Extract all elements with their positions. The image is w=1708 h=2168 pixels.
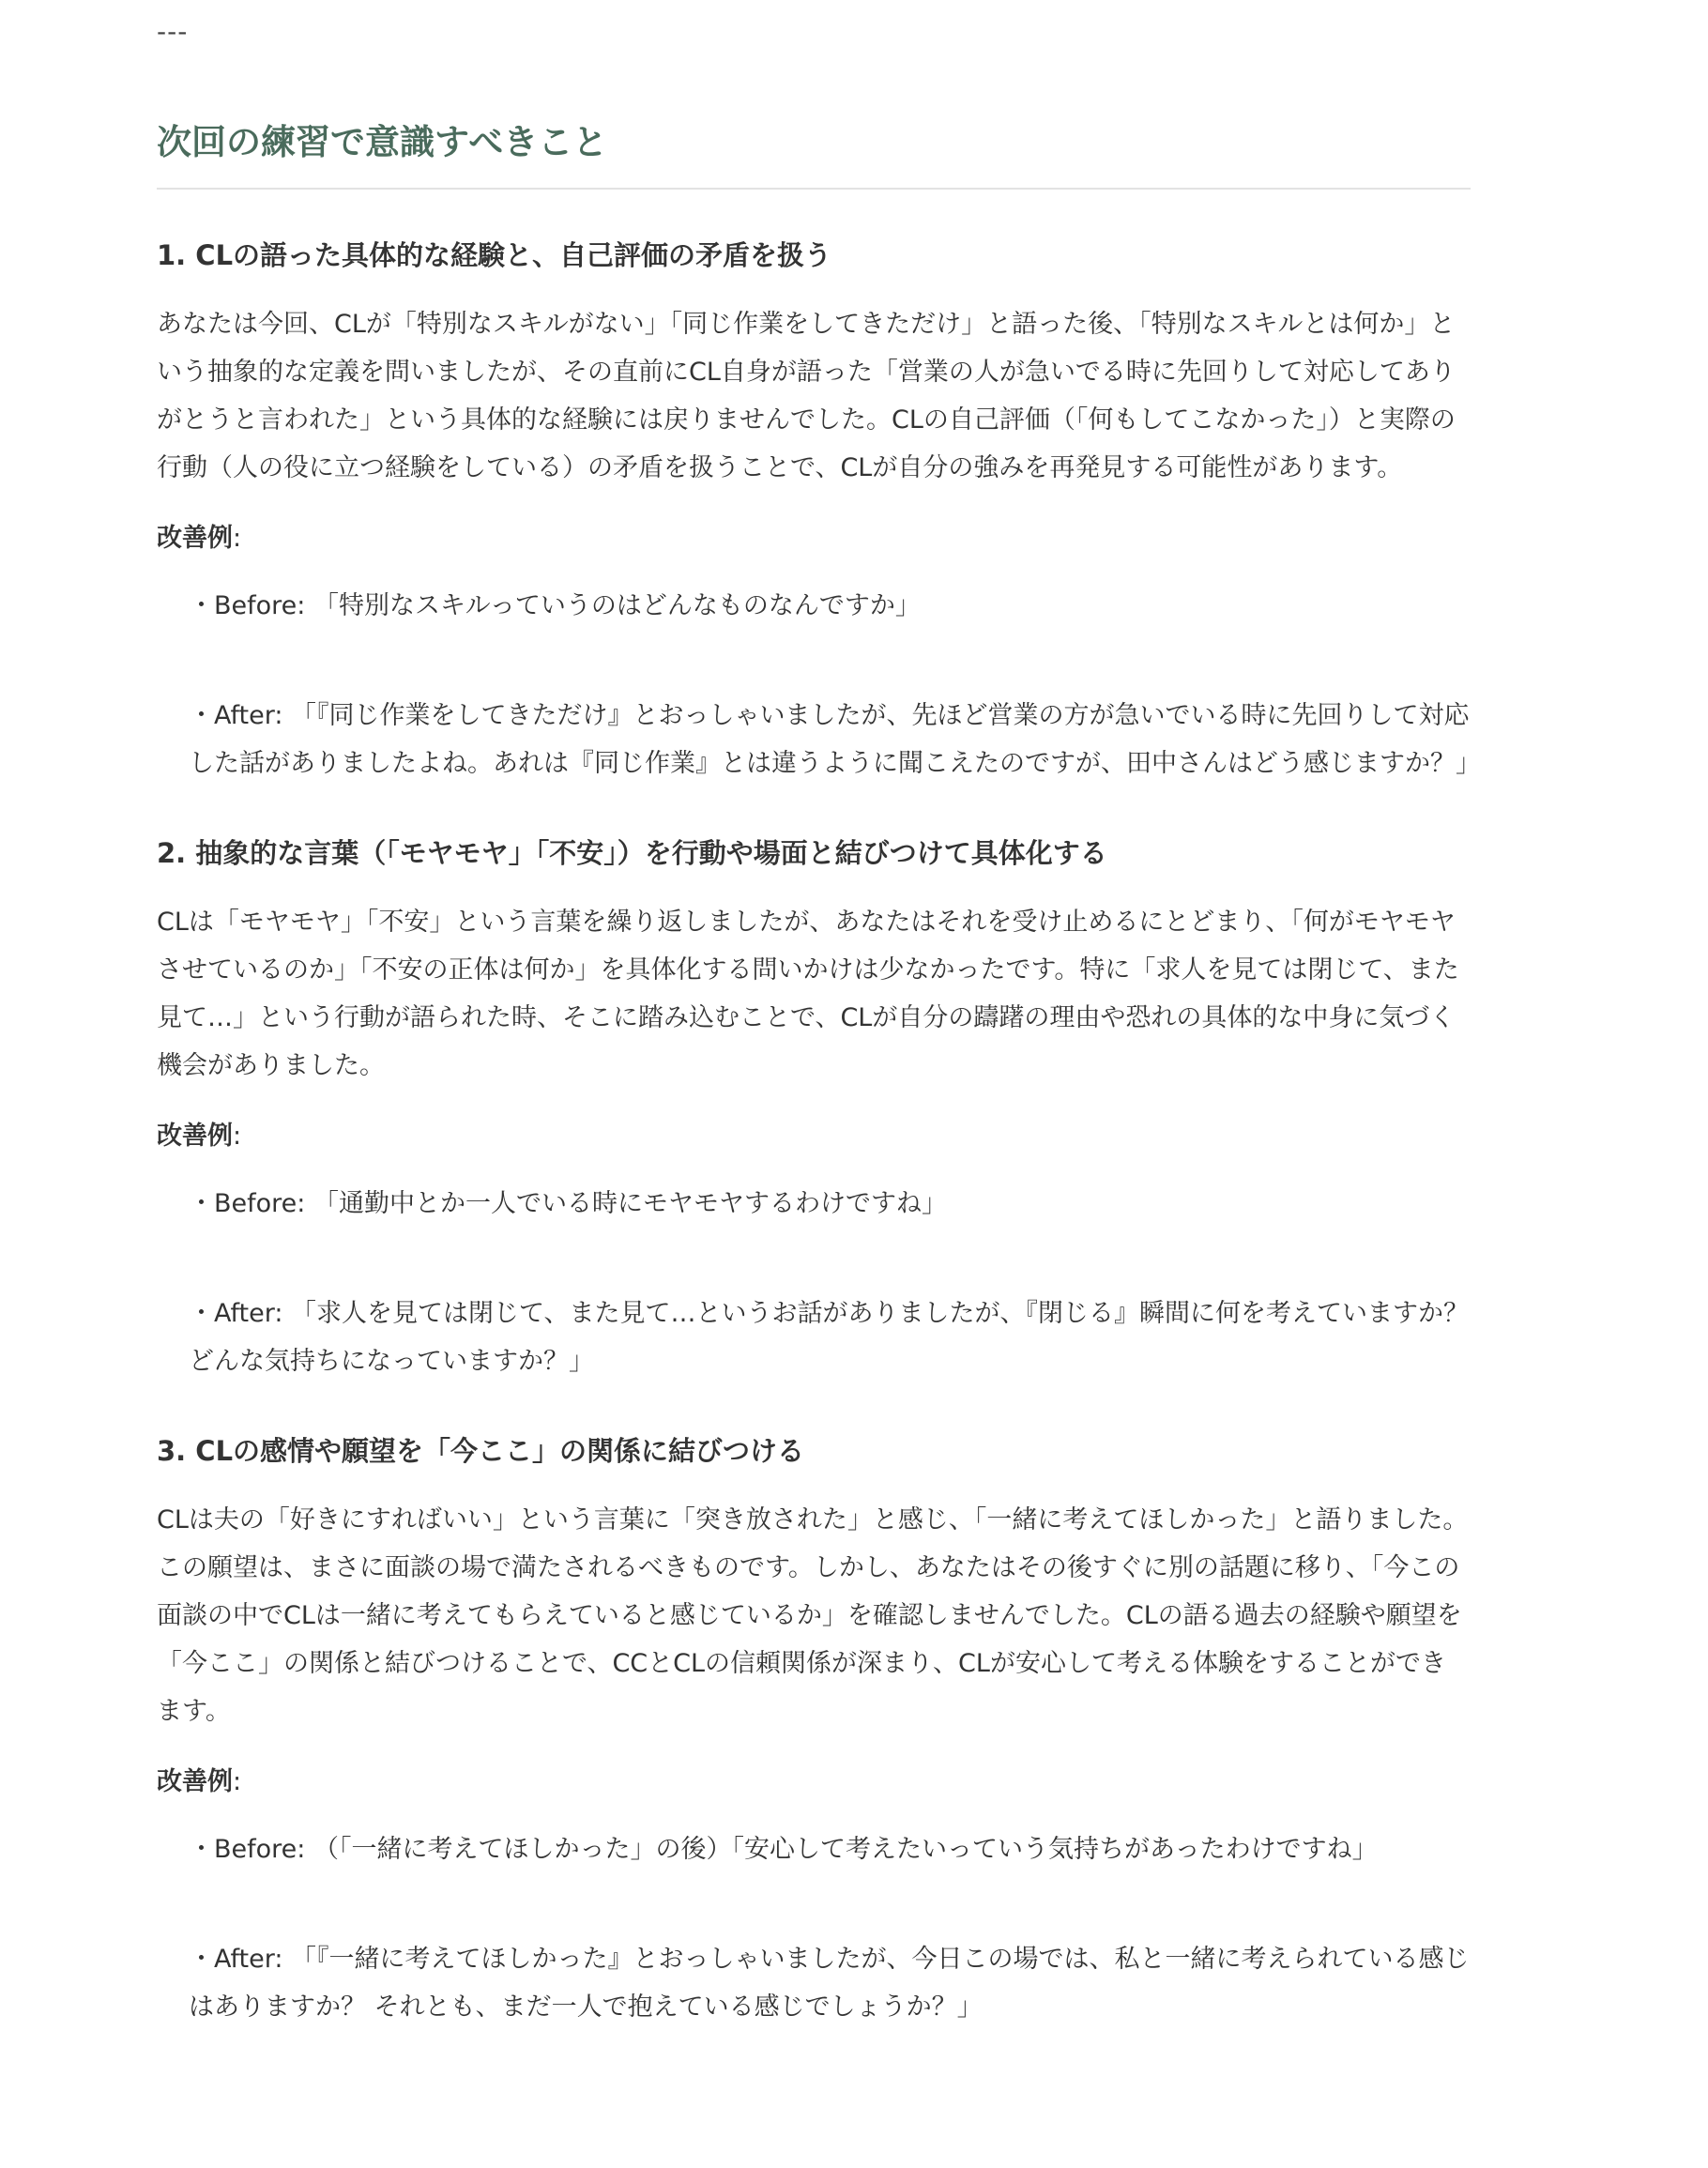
example-label-text: 改善例	[157, 1767, 233, 1796]
example-label: 改善例:	[157, 1122, 242, 1151]
before-example: ・Before: 「特別なスキルっていうのはどんなものなんですか」	[189, 591, 921, 620]
advice-item-1	[157, 237, 1481, 787]
item-heading: 1. CLの語った具体的な経験と、自己評価の矛盾を扱う	[157, 239, 832, 271]
example-label-text: 改善例	[157, 524, 233, 553]
advice-item-3	[157, 1432, 1471, 2031]
item-heading: 3. CLの感情や願望を「今ここ」の関係に結びつける	[157, 1435, 805, 1467]
after-example: ・After: 「求人を見ては閉じて、また見て…というお話がありましたが、『閉じる』瞬間に何を考えていますか？ どんな気持ちになっていますか？」	[189, 1299, 1469, 1376]
item-body: CLは「モヤモヤ」「不安」という言葉を繰り返しましたが、あなたはそれを受け止めるにとどまり、「何がモヤモヤさせているのか」「不安の正体は何か」を具体化する問いかけは少なかったです。特に「求人を見ては閉じて、また見て…」という行動が語られた時、そこに踏み込むことで、CLが自分の躊躇の理由や恐れの具体的な中身に気づく機会がありました。	[157, 908, 1459, 1080]
document-page	[157, 0, 1481, 2031]
example-label-text: 改善例	[157, 1122, 233, 1151]
advice-item-2	[157, 834, 1471, 1385]
horizontal-rule-text: ---	[157, 16, 189, 47]
example-label: 改善例:	[157, 524, 242, 553]
after-example: ・After: 「『同じ作業をしてきただけ』とおっしゃいましたが、先ほど営業の方が急いでいる時に先回りして対応した話がありましたよね。あれは『同じ作業』とは違うように聞こえたのですが、田中さんはどう感じますか？」	[189, 701, 1481, 778]
section-title: 次回の練習で意識すべきこと	[157, 118, 1471, 190]
item-heading: 2. 抽象的な言葉（「モヤモヤ」「不安」）を行動や場面と結びつけて具体化する	[157, 837, 1107, 869]
item-body: CLは夫の「好きにすればいい」という言葉に「突き放された」と感じ、「一緒に考えてほしかった」と語りました。この願望は、まさに面談の場で満たされるべきものです。しかし、あなたはその後すぐに別の話題に移り、「今この面談の中でCLは一緒に考えてもらえていると感じているか」を確認しませんでした。CLの語る過去の経験や願望を「今ここ」の関係と結びつけることで、CCとCLの信頼関係が深まり、CLが安心して考える体験をすることができます。	[157, 1505, 1469, 1726]
after-example: ・After: 「『一緒に考えてほしかった』とおっしゃいましたが、今日この場では、私と一緒に考えられている感じはありますか？ それとも、まだ一人で抱えている感じでしょうか？」	[189, 1945, 1470, 2022]
item-body: あなたは今回、CLが「特別なスキルがない」「同じ作業をしてきただけ」と語った後、「特別なスキルとは何か」という抽象的な定義を問いましたが、その直前にCL自身が語った「営業の人が急いでる時に先回りして対応してありがとうと言われた」という具体的な経験には戻りませんでした。CLの自己評価（「何もしてこなかった」）と実際の行動（人の役に立つ経験をしている）の矛盾を扱うことで、CLが自分の強みを再発見する可能性があります。	[157, 310, 1456, 482]
before-example: ・Before: 「通勤中とか一人でいる時にモヤモヤするわけですね」	[189, 1189, 947, 1218]
example-label: 改善例:	[157, 1767, 242, 1796]
before-example: ・Before: （「一緒に考えてほしかった」の後）「安心して考えたいっていう気持ちがあったわけですね」	[189, 1835, 1378, 1864]
